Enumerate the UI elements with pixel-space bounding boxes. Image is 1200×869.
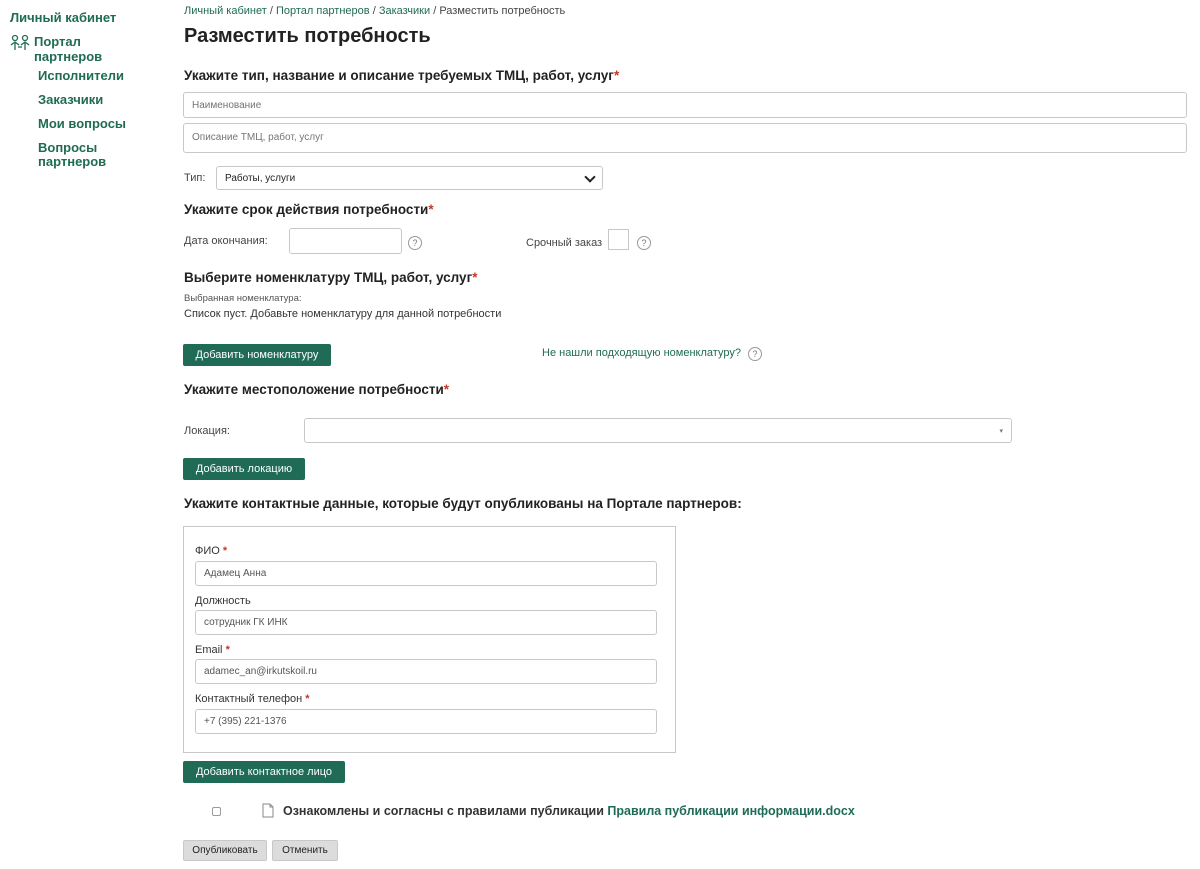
phone-input[interactable] — [195, 709, 657, 734]
fio-label-text: ФИО — [195, 545, 220, 557]
cancel-button[interactable]: Отменить — [272, 840, 338, 861]
nomenclature-not-found-link[interactable]: Не нашли подходящую номенклатуру? — [542, 347, 741, 359]
breadcrumb-separator: / — [372, 5, 376, 17]
dropdown-arrow-icon: ▾ — [999, 427, 1003, 435]
section-type-heading — [184, 68, 619, 83]
phone-label — [195, 693, 310, 705]
section-nomenclature-heading-text: Выберите номенклатуру ТМЦ, работ, услуг — [184, 270, 473, 285]
type-select[interactable] — [216, 166, 603, 190]
description-textarea[interactable] — [183, 123, 1187, 153]
urgent-help-icon[interactable]: ? — [637, 236, 651, 250]
breadcrumb-current: Разместить потребность — [439, 5, 566, 17]
contact-card — [183, 526, 676, 753]
end-date-label: Дата окончания: — [184, 235, 268, 247]
publish-button[interactable]: Опубликовать — [183, 840, 267, 861]
breadcrumb-customers[interactable]: Заказчики — [378, 5, 431, 17]
fio-label — [195, 545, 227, 557]
type-select-value: Работы, услуги — [225, 172, 296, 184]
empty-nomenclature-text: Список пуст. Добавьте номенклатуру для данной потребности — [184, 308, 502, 320]
end-date-input[interactable] — [289, 228, 402, 254]
sidebar-item-executors[interactable]: Исполнители — [38, 68, 124, 83]
location-label: Локация: — [184, 425, 230, 437]
required-mark: * — [305, 693, 310, 705]
section-location-heading-text: Укажите местоположение потребности — [184, 382, 444, 397]
name-input[interactable] — [183, 92, 1187, 118]
section-contacts-heading: Укажите контактные данные, которые будут опубликованы на Портале партнеров: — [184, 496, 742, 511]
agreement-row — [283, 804, 855, 818]
add-nomenclature-button[interactable]: Добавить номенклатуру — [183, 344, 331, 366]
nomenclature-help-icon[interactable]: ? — [748, 347, 762, 361]
section-type-heading-text: Укажите тип, название и описание требуемых ТМЦ, работ, услуг — [184, 68, 614, 83]
urgent-label: Срочный заказ — [526, 237, 603, 249]
sidebar-portal-link[interactable] — [10, 34, 114, 64]
section-nomenclature-heading — [184, 270, 477, 285]
breadcrumb — [184, 5, 565, 17]
page-title: Разместить потребность — [184, 25, 431, 47]
email-label-text: Email — [195, 644, 223, 656]
position-input[interactable] — [195, 610, 657, 635]
location-select[interactable] — [304, 418, 1012, 443]
breadcrumb-separator: / — [433, 5, 437, 17]
urgent-checkbox[interactable] — [608, 229, 629, 250]
chevron-down-icon — [584, 171, 595, 182]
email-label — [195, 644, 230, 656]
email-input[interactable] — [195, 659, 657, 684]
end-date-help-icon[interactable]: ? — [408, 236, 422, 250]
agreement-text: Ознакомлены и согласны с правилами публикации — [283, 804, 604, 818]
required-mark: * — [472, 270, 478, 285]
add-contact-button[interactable]: Добавить контактное лицо — [183, 761, 345, 783]
section-location-heading — [184, 382, 449, 397]
rules-document-link[interactable]: Правила публикации информации.docx — [607, 804, 855, 818]
required-mark: * — [443, 382, 450, 397]
position-label — [195, 595, 251, 607]
add-location-button[interactable]: Добавить локацию — [183, 458, 305, 480]
sidebar-item-customers[interactable]: Заказчики — [38, 92, 104, 107]
sidebar-portal-label: Портал партнеров — [34, 34, 103, 64]
sidebar-personal-account-link[interactable]: Личный кабинет — [10, 10, 117, 25]
breadcrumb-personal-account[interactable]: Личный кабинет — [184, 5, 267, 17]
partners-icon — [10, 34, 30, 52]
required-mark: * — [225, 644, 230, 656]
sidebar-item-partner-questions[interactable]: Вопросы партнеров — [38, 140, 107, 169]
document-icon — [262, 803, 274, 818]
fio-input[interactable] — [195, 561, 657, 586]
section-term-heading — [184, 202, 434, 217]
sidebar-item-my-questions[interactable]: Мои вопросы — [38, 116, 127, 131]
position-label-text: Должность — [195, 595, 251, 607]
selected-nomenclature-label: Выбранная номенклатура: — [184, 293, 302, 304]
required-mark: * — [428, 202, 434, 217]
section-term-heading-text: Укажите срок действия потребности — [184, 202, 429, 217]
agreement-checkbox[interactable] — [212, 807, 221, 816]
phone-label-text: Контактный телефон — [195, 693, 303, 705]
breadcrumb-separator: / — [269, 5, 273, 17]
type-label: Тип: — [184, 172, 206, 184]
required-mark: * — [222, 545, 228, 557]
breadcrumb-portal[interactable]: Портал партнеров — [275, 5, 370, 17]
required-mark: * — [613, 68, 620, 83]
